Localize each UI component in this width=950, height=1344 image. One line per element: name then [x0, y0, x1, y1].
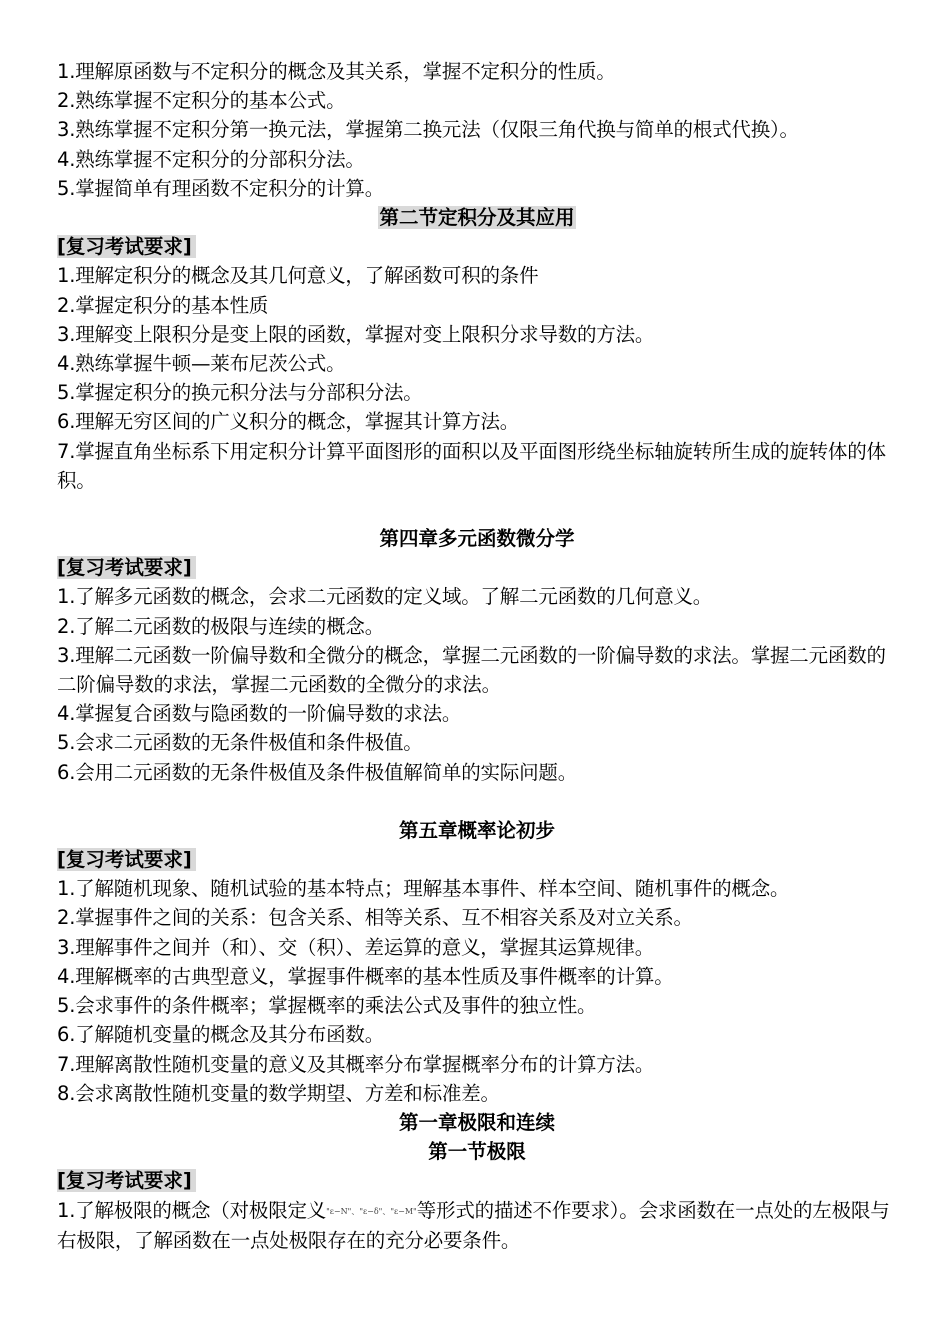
list-item-text: 等形式的描述不作要求）。会求函数在一点处的左极限与右极限，了解函数在一点处极限存在的充分必要条件。 — [57, 1198, 890, 1252]
list-item — [57, 1196, 897, 1255]
list-item: 2.掌握事件之间的关系：包含关系、相等关系、互不相容关系及对立关系。 — [57, 906, 693, 930]
list-item: 3.理解变上限积分是变上限的函数，掌握对变上限积分求导数的方法。 — [57, 322, 655, 346]
chapter-five-list — [57, 874, 897, 1108]
requirements-label-text: [复习考试要求] — [57, 556, 196, 579]
list-item: 5.会求事件的条件概率；掌握概率的乘法公式及事件的独立性。 — [57, 994, 597, 1018]
list-item: 6.了解随机变量的概念及其分布函数。 — [57, 1023, 385, 1047]
list-item: 6.理解无穷区间的广义积分的概念，掌握其计算方法。 — [57, 410, 520, 434]
spacer — [57, 495, 897, 524]
chapter-four-list — [57, 582, 897, 786]
list-item: 7.理解离散性随机变量的意义及其概率分布掌握概率分布的计算方法。 — [57, 1052, 655, 1076]
requirements-label — [57, 232, 897, 261]
requirements-label — [57, 845, 897, 874]
list-item: 8.会求离散性随机变量的数学期望、方差和标准差。 — [57, 1081, 500, 1105]
list-item: 5.会求二元函数的无条件极值和条件极值。 — [57, 731, 423, 755]
chapter-heading: 第一章极限和连续 — [398, 1110, 555, 1134]
list-item: 7.掌握直角坐标系下用定积分计算平面图形的面积以及平面图形绕坐标轴旋转所生成的旋转体的体积。 — [57, 439, 886, 492]
list-item: 2.掌握定积分的基本性质 — [57, 293, 269, 317]
document-page — [57, 57, 897, 1255]
list-item: 4.理解概率的古典型意义，掌握事件概率的基本性质及事件概率的计算。 — [57, 964, 674, 988]
list-item: 5.掌握定积分的换元积分法与分部积分法。 — [57, 381, 423, 405]
requirements-label-text: [复习考试要求] — [57, 1169, 196, 1192]
indefinite-integral-list — [57, 57, 897, 203]
list-item: 1.了解多元函数的概念，会求二元函数的定义域。了解二元函数的几何意义。 — [57, 585, 713, 609]
list-item: 4.熟练掌握牛顿—莱布尼茨公式。 — [57, 352, 346, 376]
list-item: 2.了解二元函数的极限与连续的概念。 — [57, 614, 385, 638]
list-item: 5.掌握简单有理函数不定积分的计算。 — [57, 176, 385, 200]
spacer — [57, 787, 897, 816]
list-item: 6.会用二元函数的无条件极值及条件极值解简单的实际问题。 — [57, 760, 578, 784]
limit-definition-formula: "ε−N"、"ε−δ"、"ε−M" — [326, 1206, 417, 1216]
list-item: 1.理解原函数与不定积分的概念及其关系，掌握不定积分的性质。 — [57, 60, 616, 83]
section-heading-text: 第二节定积分及其应用 — [379, 206, 575, 230]
list-item-text: 1.了解极限的概念（对极限定义 — [57, 1198, 327, 1222]
list-item: 3.理解二元函数一阶偏导数和全微分的概念，掌握二元函数的一阶偏导数的求法。掌握二元函数的二阶偏导数的求法，掌握二元函数的全微分的求法。 — [57, 643, 886, 697]
list-item: 4.熟练掌握不定积分的分部积分法。 — [57, 147, 365, 171]
section-heading — [57, 203, 897, 232]
list-item: 1.理解定积分的概念及其几何意义，了解函数可积的条件 — [57, 264, 539, 288]
list-item: 2.熟练掌握不定积分的基本公式。 — [57, 89, 346, 113]
list-item: 3.理解事件之间并（和）、交（积）、差运算的意义，掌握其运算规律。 — [57, 935, 655, 959]
requirements-label — [57, 1166, 897, 1195]
chapter-heading: 第五章概率论初步 — [398, 818, 555, 842]
requirements-label-text: [复习考试要求] — [57, 848, 196, 871]
list-item: 4.掌握复合函数与隐函数的一阶偏导数的求法。 — [57, 702, 462, 726]
definite-integral-list — [57, 261, 897, 495]
requirements-label — [57, 553, 897, 582]
chapter-heading: 第四章多元函数微分学 — [379, 527, 575, 551]
list-item: 3.熟练掌握不定积分第一换元法，掌握第二换元法（仅限三角代换与简单的根式代换）。 — [57, 118, 799, 142]
list-item: 1.了解随机现象、随机试验的基本特点；理解基本事件、样本空间、随机事件的概念。 — [57, 877, 790, 901]
requirements-label-text: [复习考试要求] — [57, 235, 196, 258]
section-heading: 第一节极限 — [428, 1140, 526, 1164]
